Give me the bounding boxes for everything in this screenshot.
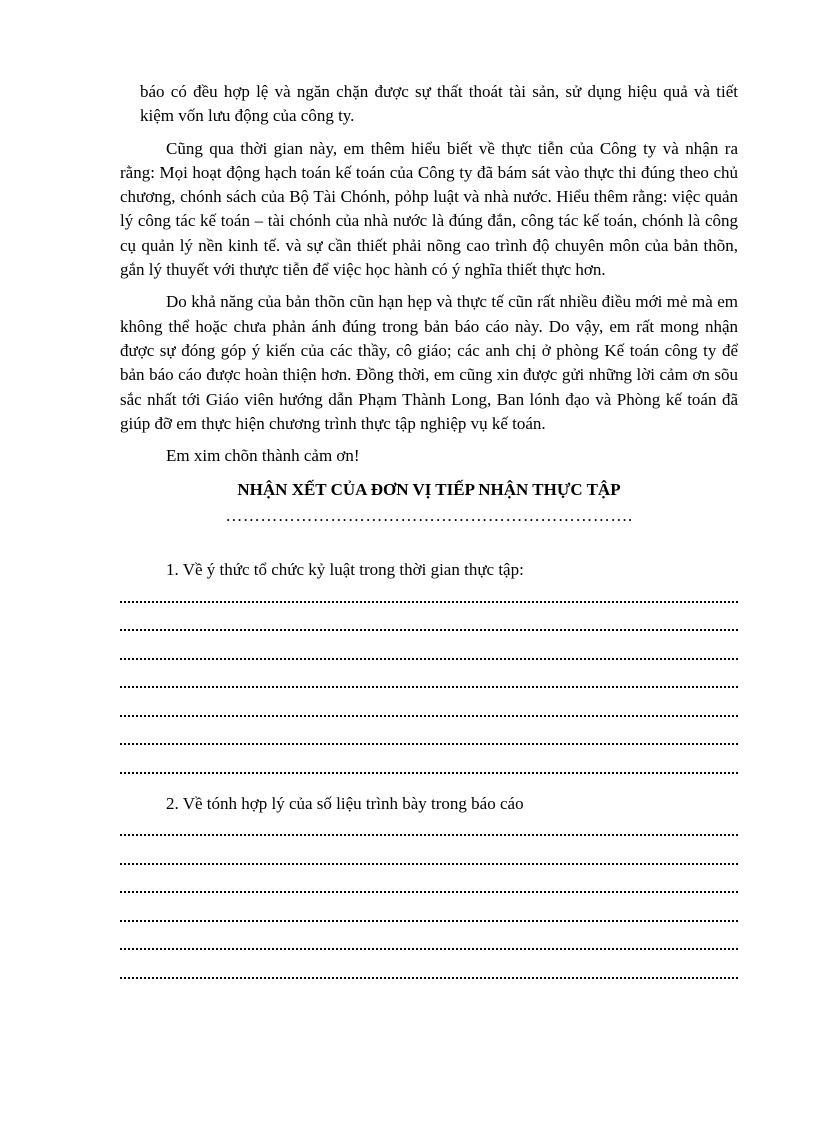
question-2: 2. Về tónh hợp lý của số liệu trình bày trong báo cáo [166, 793, 524, 813]
dotted-answer-line[interactable] [120, 696, 738, 725]
dotted-answer-line[interactable] [120, 611, 738, 640]
answer-2-lines [120, 816, 738, 987]
dotted-answer-line[interactable] [120, 844, 738, 873]
dotted-answer-line[interactable] [120, 582, 738, 611]
answer-1-lines [120, 582, 738, 782]
paragraph-2: Cũng qua thời gian này, em thêm hiểu biết về thực tiễn của Công ty và nhận ra rằng: Mọi hoạt động hạch toán kế toán của Công ty đã bám sát vào thực thi đúng theo chủ chương, chónh sách của Bộ Tài Chónh, pỏhp luật và nhà nước. Hiểu thêm rằng: việc quản lý công tác kế toán – tài chónh của nhà nước là đúng đắn, công tác kế toán, chónh là công cụ quản lý nền kinh tế. và sự cần thiết phải nõng cao trình độ chuyên môn của bản thõn, gắn lý thuyết với thưực tiễn để việc học hành có ý nghĩa thiết thực hơn. [120, 138, 738, 280]
closing-line: Em xim chõn thành cảm ơn! [166, 446, 360, 466]
dotted-answer-line[interactable] [120, 725, 738, 754]
section-title-dots: ……………………………………………………………. [225, 506, 633, 526]
paragraph-3: Do khả năng của bản thõn cũn hạn hẹp và thực tế cũn rất nhiều điều mới mẻ mà em không thể hoặc chưa phản ánh đúng trong bản báo cáo này. Do vậy, em rất mong nhận được sự đóng góp ý kiến của các thầy, cô giáo; các anh chị ở phòng Kế toán công ty để bản báo cáo được hoàn thiện hơn. Đồng thời, em cũng xin được gửi những lời cảm ơn sõu sắc nhất tới Giáo viên hướng dẫn Phạm Thành Long, Ban lónh đạo và Phòng kế toán đã giúp đỡ em thực hiện chương trình thực tập nghiệp vụ kế toán. [120, 292, 738, 433]
dotted-answer-line[interactable] [120, 668, 738, 697]
dotted-answer-line[interactable] [120, 639, 738, 668]
dotted-answer-line[interactable] [120, 873, 738, 902]
dotted-answer-line[interactable] [120, 816, 738, 845]
question-1: 1. Về ý thức tổ chức kỷ luật trong thời gian thực tập: [166, 560, 524, 580]
dotted-answer-line[interactable] [120, 930, 738, 959]
document-page [120, 80, 738, 987]
dotted-answer-line[interactable] [120, 753, 738, 782]
paragraph-1: báo có đều hợp lệ và ngăn chặn được sự thất thoát tài sản, sử dụng hiệu quả và tiết kiệm vốn lưu động của công ty. [140, 82, 738, 126]
dotted-answer-line[interactable] [120, 958, 738, 987]
dotted-answer-line[interactable] [120, 901, 738, 930]
section-title: NHẬN XẾT CỦA ĐƠN VỊ TIẾP NHẬN THỰC TẬP [237, 480, 621, 500]
